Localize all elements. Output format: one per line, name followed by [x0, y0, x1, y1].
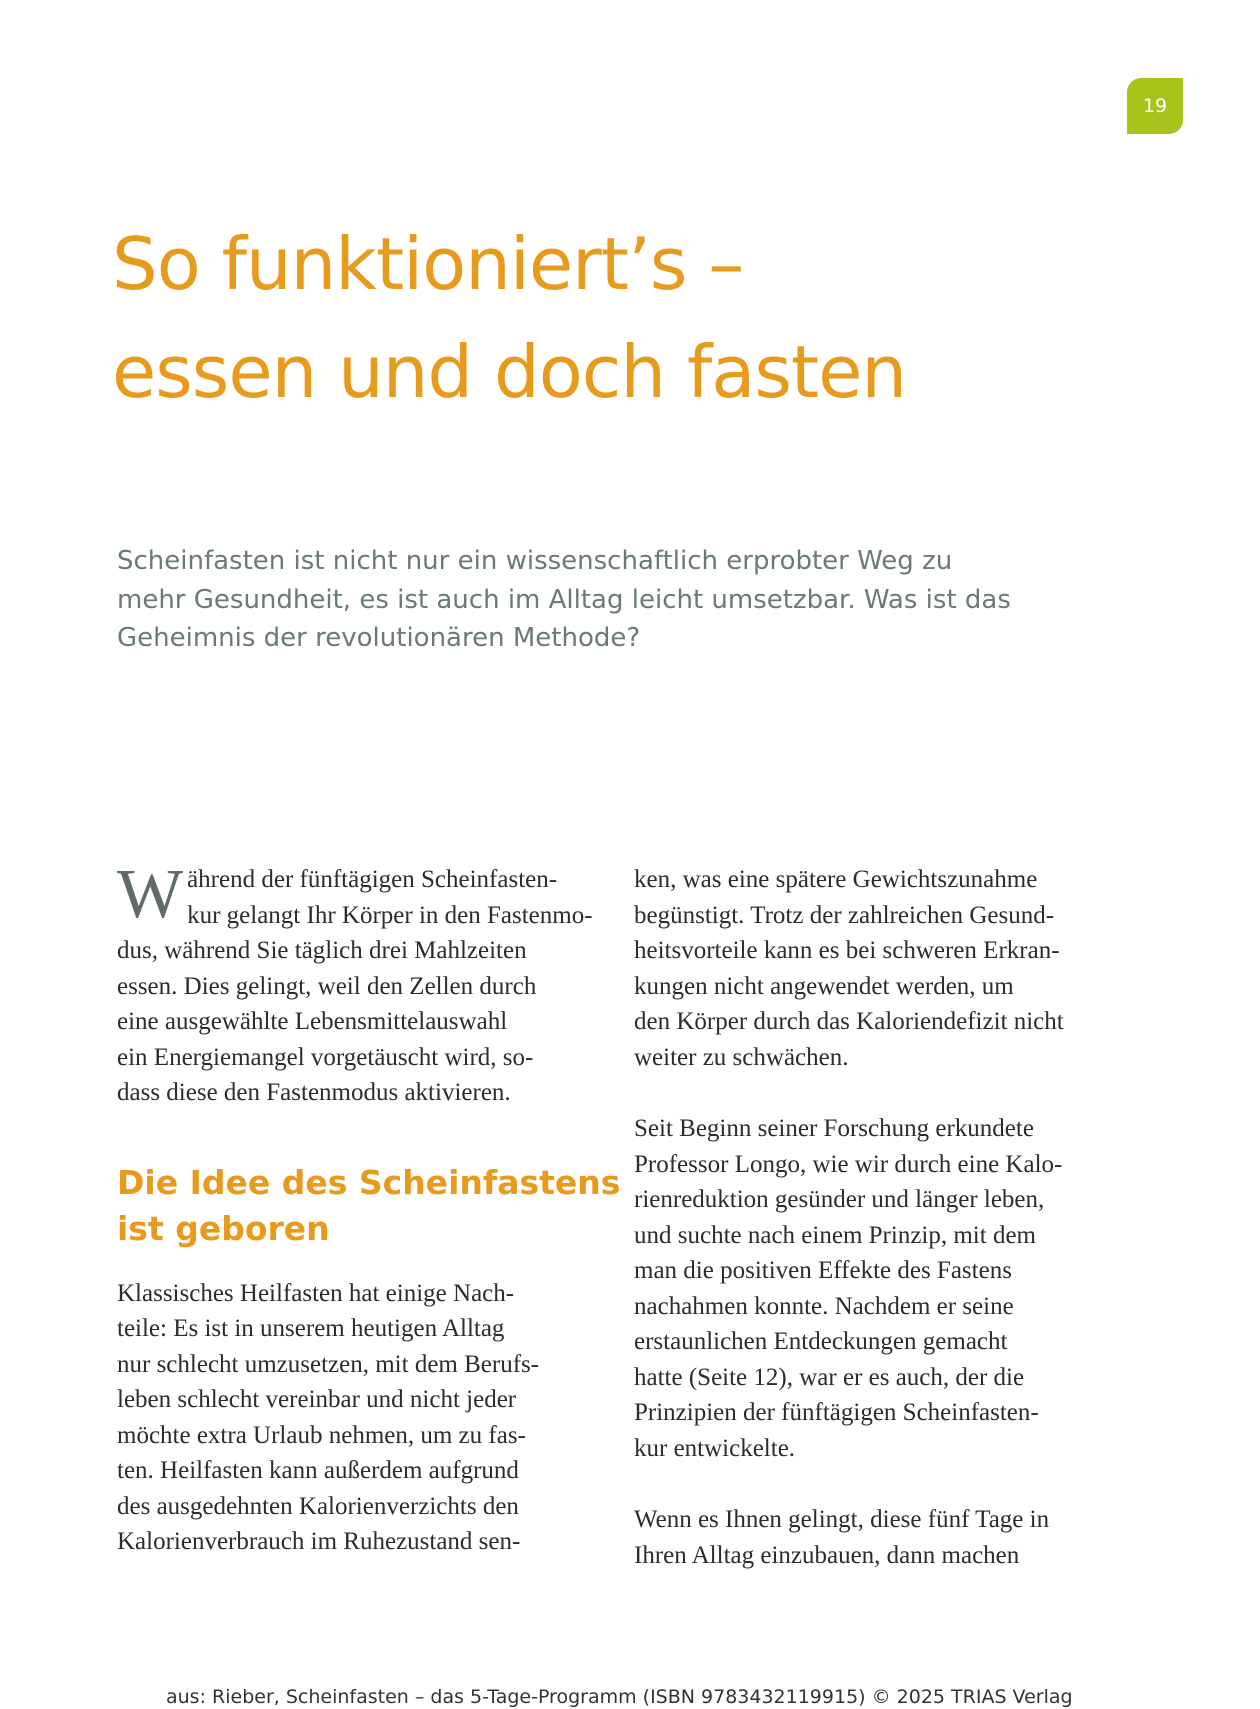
paragraph-spacer	[634, 1466, 1134, 1502]
text-line: Professor Longo, wie wir durch eine Kalo-	[634, 1150, 1063, 1178]
title-line: essen und doch fasten	[112, 330, 906, 414]
lead-line: Geheimnis der revolutionären Methode?	[117, 623, 641, 653]
text-line: rienreduktion gesünder und länger leben,	[634, 1186, 1045, 1213]
text-line: kur gelangt Ihr Körper in den Fastenmo-	[187, 901, 593, 929]
intro-paragraph	[117, 856, 597, 1111]
text-line: nachahmen konnte. Nachdem er seine	[634, 1292, 1014, 1320]
subheading-line: Die Idee des Scheinfastens	[117, 1162, 621, 1202]
left-column	[117, 856, 621, 1560]
subheading-line: ist geboren	[117, 1208, 330, 1248]
text-line: essen. Dies gelingt, weil den Zellen durch	[117, 972, 537, 1000]
text-line: Klassisches Heilfasten hat einige Nach-	[117, 1279, 515, 1307]
drop-cap: W	[117, 856, 184, 933]
body-paragraph	[634, 1111, 1134, 1466]
lead-line: Scheinfasten ist nicht nur ein wissenschaftlich erprobter Weg zu	[117, 546, 953, 576]
text-line: erstaunlichen Entdeckungen gemacht	[634, 1328, 1008, 1355]
text-line: leben schlecht vereinbar und nicht jeder	[117, 1386, 517, 1413]
text-line: Kalorienverbrauch im Ruhezustand sen-	[117, 1528, 521, 1555]
text-line: weiter zu schwächen.	[634, 1043, 849, 1071]
page-number-badge: 19	[1127, 78, 1183, 134]
text-line: ein Energiemangel vorgetäuscht wird, so-	[117, 1043, 534, 1071]
text-line: des ausgedehnten Kalorienverzichts den	[117, 1492, 519, 1520]
text-line: kur entwickelte.	[634, 1434, 796, 1462]
text-line: und suchte nach einem Prinzip, mit dem	[634, 1221, 1036, 1249]
text-line: nur schlecht umzusetzen, mit dem Berufs-	[117, 1350, 540, 1378]
body-paragraph	[117, 1276, 597, 1560]
text-line: man die positiven Effekte des Fastens	[634, 1257, 1012, 1284]
source-footer: aus: Rieber, Scheinfasten – das 5-Tage-Programm (ISBN 9783432119915) © 2025 TRIAS Verlag	[166, 1686, 1073, 1708]
title-line: So funktioniert’s –	[112, 222, 744, 306]
section-subheading	[117, 1160, 621, 1252]
text-line: begünstigt. Trotz der zahlreichen Gesund-	[634, 901, 1055, 929]
text-line: eine ausgewählte Lebensmittelauswahl	[117, 1008, 508, 1035]
lead-line: mehr Gesundheit, es ist auch im Alltag leicht umsetzbar. Was ist das	[117, 584, 1011, 615]
text-line: Prinzipien der fünftägigen Scheinfasten-	[634, 1399, 1039, 1426]
text-line: ährend der fünftägigen Scheinfasten-	[187, 866, 558, 893]
text-line: dass diese den Fastenmodus aktivieren.	[117, 1079, 511, 1106]
body-paragraph	[634, 1502, 1134, 1573]
text-line: kungen nicht angewendet werden, um	[634, 972, 1014, 1000]
text-line: hatte (Seite 12), war er es auch, der die	[634, 1363, 1025, 1391]
paragraph-spacer	[634, 1075, 1134, 1111]
right-column	[634, 862, 1134, 1573]
text-line: teile: Es ist in unserem heutigen Alltag	[117, 1315, 505, 1342]
text-line: ken, was eine spätere Gewichtszunahme	[634, 866, 1038, 893]
text-line: Wenn es Ihnen gelingt, diese fünf Tage in	[634, 1506, 1050, 1533]
text-line: dus, während Sie täglich drei Mahlzeiten	[117, 937, 527, 964]
text-line: heitsvorteile kann es bei schweren Erkran-	[634, 937, 1060, 964]
text-line: möchte extra Urlaub nehmen, um zu fas-	[117, 1421, 526, 1449]
body-paragraph	[634, 862, 1134, 1075]
page-title	[112, 210, 1112, 426]
text-line: Seit Beginn seiner Forschung erkundete	[634, 1115, 1034, 1142]
lead-paragraph	[117, 542, 1127, 658]
text-line: ten. Heilfasten kann außerdem aufgrund	[117, 1457, 519, 1484]
text-line: Ihren Alltag einzubauen, dann machen	[634, 1541, 1020, 1569]
text-line: den Körper durch das Kaloriendefizit nicht	[634, 1008, 1064, 1035]
